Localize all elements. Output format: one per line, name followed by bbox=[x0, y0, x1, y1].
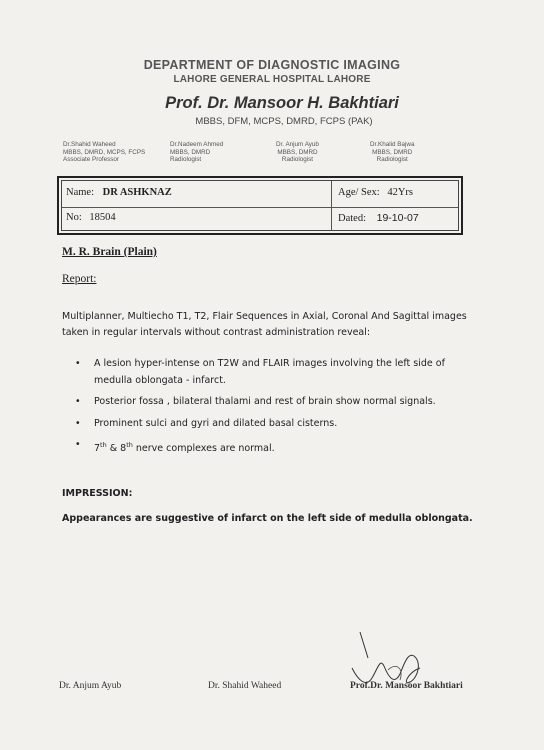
staff-qualifications: MBBS, DMRD bbox=[372, 148, 413, 156]
head-radiologist-qualifications: MBBS, DFM, MCPS, DMRD, FCPS (PAK) bbox=[195, 116, 373, 127]
finding-item bbox=[75, 394, 475, 411]
patient-info-box bbox=[57, 176, 463, 235]
patient-name-value: DR ASHKNAZ bbox=[102, 187, 172, 198]
staff-name: Dr.Shahid Waheed bbox=[63, 141, 116, 148]
staff-member-1 bbox=[63, 141, 145, 164]
impression-heading: IMPRESSION: bbox=[62, 488, 133, 499]
patient-name-label: Name: bbox=[66, 187, 94, 198]
column-divider bbox=[331, 181, 332, 230]
dated-value: 19-10-07 bbox=[376, 212, 419, 224]
department-heading: DEPARTMENT OF DIAGNOSTIC IMAGING bbox=[143, 58, 401, 72]
signature-shahid-waheed: Dr. Shahid Waheed bbox=[208, 681, 282, 691]
patient-no-label: No: bbox=[66, 212, 82, 223]
ordinal-suffix: th bbox=[100, 441, 107, 449]
age-sex-cell bbox=[338, 187, 413, 198]
patient-no-value: 18504 bbox=[89, 212, 116, 223]
report-heading: Report: bbox=[62, 273, 97, 285]
staff-title: Associate Professor bbox=[63, 156, 119, 164]
age-sex-label: Age/ Sex: bbox=[338, 187, 380, 198]
staff-title: Radiologist bbox=[376, 156, 408, 164]
impression-text: Appearances are suggestive of infarct on the left side of medulla oblongata. bbox=[62, 513, 473, 524]
dated-cell bbox=[338, 212, 419, 224]
ordinal-suffix: th bbox=[126, 441, 133, 449]
finding-text bbox=[94, 443, 275, 454]
head-radiologist-name: Prof. Dr. Mansoor H. Bakhtiari bbox=[165, 94, 399, 112]
staff-qualifications: MBBS, DMRD, MCPS, FCPS bbox=[63, 148, 146, 156]
nerve-number-8: & 8 bbox=[106, 443, 127, 455]
bullet-icon: • bbox=[75, 439, 81, 450]
patient-info-inner-border bbox=[61, 180, 459, 231]
technique-paragraph: Multiplanner, Multiecho T1, T2, Flair Sequences in Axial, Coronal And Sagittal images taken in regular intervals without contrast administration reveal: bbox=[62, 311, 467, 338]
patient-name-cell bbox=[66, 187, 172, 198]
signature-anjum-ayub: Dr. Anjum Ayub bbox=[59, 681, 122, 691]
staff-qualifications: MBBS, DMRD bbox=[277, 148, 318, 156]
findings-list bbox=[75, 356, 475, 463]
staff-member-4 bbox=[370, 141, 414, 164]
staff-title: Radiologist bbox=[281, 156, 314, 164]
hospital-name: LAHORE GENERAL HOSPITAL LAHORE bbox=[173, 74, 371, 85]
staff-member-2 bbox=[170, 141, 223, 164]
staff-name: Dr. Anjum Ayub bbox=[276, 141, 319, 148]
bullet-icon: • bbox=[75, 358, 81, 369]
staff-qualifications: MBBS, DMRD bbox=[170, 148, 211, 156]
age-sex-value: 42Yrs bbox=[387, 187, 413, 198]
staff-title: Radiologist bbox=[170, 156, 202, 164]
finding-text: A lesion hyper-intense on T2W and FLAIR images involving the left side of medulla oblongata - infarct. bbox=[94, 358, 445, 386]
finding-text-tail: nerve complexes are normal. bbox=[132, 443, 275, 455]
dated-label: Dated: bbox=[338, 213, 366, 224]
bullet-icon: • bbox=[75, 417, 81, 429]
nerve-number-7: 7 bbox=[94, 443, 101, 455]
staff-member-3 bbox=[276, 141, 319, 164]
patient-no-cell bbox=[66, 212, 116, 223]
finding-item bbox=[75, 356, 475, 389]
finding-item bbox=[75, 416, 475, 433]
exam-title: M. R. Brain (Plain) bbox=[62, 246, 157, 258]
row-divider bbox=[62, 207, 458, 208]
bullet-icon: • bbox=[75, 396, 81, 407]
finding-item bbox=[75, 437, 475, 458]
finding-text: Posterior fossa , bilateral thalami and rest of brain show normal signals. bbox=[94, 396, 436, 407]
staff-name: Dr.Khalid Bajwa bbox=[370, 141, 415, 148]
staff-name: Dr.Nadeem Ahmed bbox=[170, 141, 224, 148]
finding-text: Prominent sulci and gyri and dilated basal cisterns. bbox=[94, 417, 338, 429]
signature-mansoor-bakhtiari: Prof.Dr. Mansoor Bakhtiari bbox=[350, 681, 463, 691]
